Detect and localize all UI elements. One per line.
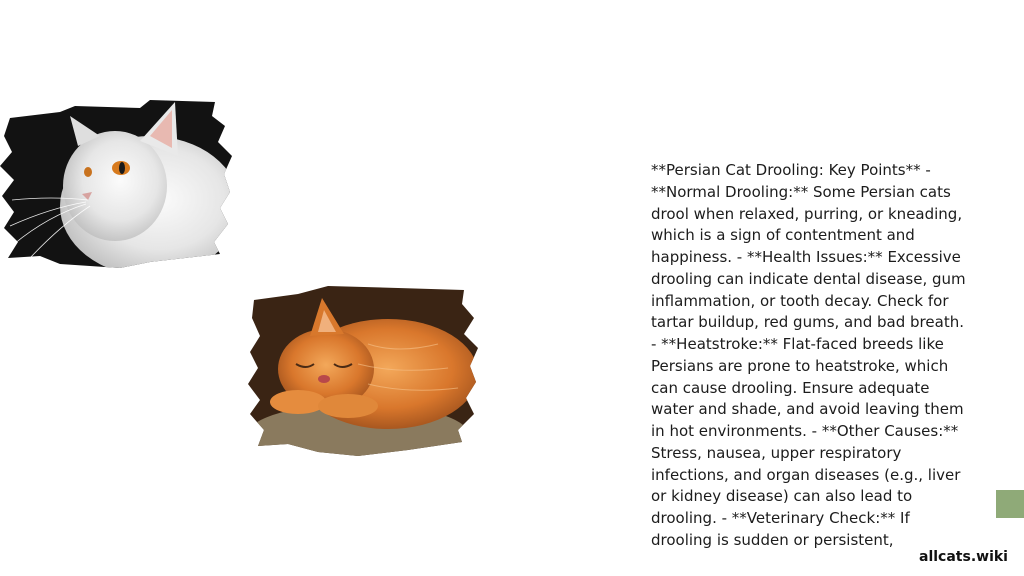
white-cat-photo [0, 96, 232, 268]
accent-square [996, 490, 1024, 518]
orange-cat-photo [248, 284, 480, 456]
article-text: **Persian Cat Drooling: Key Points** - **Normal Drooling:** Some Persian cats drool when relaxed, purring, or kneading, which is a sign of contentment and happiness. - **Health Issues:** Excessive drooling can indicate dental disease, gum inflammation, or tooth decay. Check for tartar buildup, red gums, and bad breath. - **Heatstroke:** Flat-faced breeds like Persians are prone to heatstroke, which can cause drooling. Ensure adequate water and shade, and avoid leaving them in hot environments. - **Other Causes:** Stress, nausea, upper respiratory infections, and organ diseases (e.g., liver or kidney disease) can also lead to drooling. - **Veterinary Check:** If drooling is sudden or persistent, [651, 161, 966, 549]
site-watermark: allcats.wiki [919, 549, 1008, 565]
